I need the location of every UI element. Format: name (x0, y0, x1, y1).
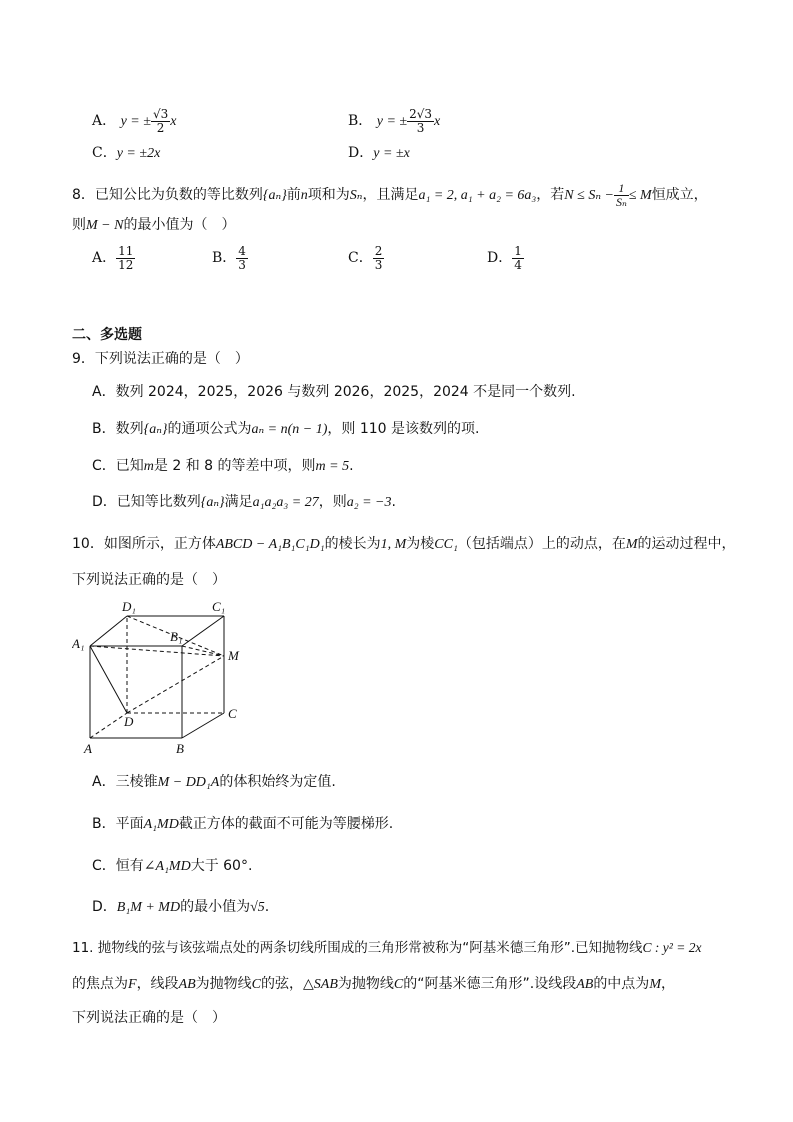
q9-option-d: D．已知等比数列{aₙ}满足a₁a₂a₃ = 27，则a₂ = −3. (92, 494, 396, 510)
cube-figure (72, 598, 252, 758)
q10-stem-line1: 10．如图所示，正方体ABCD − A₁B₁C₁D₁的棱长为1, M为棱CC₁（包括端点）上的动点，在M的运动过程中， (72, 536, 736, 552)
edge-BC (182, 713, 224, 738)
label-A: A (84, 741, 92, 756)
q9-option-b: B．数列{aₙ}的通项公式为aₙ = n(n − 1)，则 110 是该数列的项. (92, 421, 480, 437)
segment-DM (127, 656, 224, 713)
label-A1: A₁ (72, 636, 85, 651)
q10-option-a: A．三棱锥M − DD₁A的体积始终为定值. (92, 774, 336, 790)
label-D1: D₁ (122, 599, 136, 614)
q10-stem-line2: 下列说法正确的是（ ） (72, 572, 226, 588)
q7-option-b: B． y = ± $\frac{2√3}{3}$ x (348, 107, 441, 135)
hidden-edge-AD (90, 713, 127, 738)
q8-option-c: C． $\frac{2}{3}$ (348, 244, 383, 272)
q11-stem-line3: 下列说法正确的是（ ） (72, 1010, 226, 1026)
segment-A1D (90, 646, 127, 713)
q10-option-b: B．平面A₁MD截正方体的截面不可能为等腰梯形. (92, 816, 394, 832)
q10-option-c: C．恒有∠A₁MD大于 60°. (92, 858, 253, 874)
q8-option-a: A． $\frac{11}{12}$ (92, 244, 134, 272)
q9-option-c: C．已知m是 2 和 8 的等差中项，则m = 5. (92, 458, 354, 474)
q7-option-a: A． y = ± $\frac{√3}{2}$ x (92, 107, 177, 135)
q8-stem-line1: 8．已知公比为负数的等比数列{aₙ}前n项和为Sₙ，且满足a₁ = 2, a₁ + a₂ = 6a₃，若N ≤ Sₙ − $\frac{1}{\text{Sₙ}}$ ≤ M恒成立， (72, 181, 708, 209)
label-D: D (124, 714, 134, 729)
label-C1: C₁ (212, 599, 226, 614)
q8-option-b: B． $\frac{4}{3}$ (212, 244, 246, 272)
label-M: M (228, 648, 239, 663)
q11-stem-line1: 11. 抛物线的弦与该弦端点处的两条切线所围成的三角形常被称为“阿基米德三角形”.已知抛物线C : y² = 2x (72, 940, 702, 956)
q9-stem: 9．下列说法正确的是（ ） (72, 351, 249, 367)
q7-option-d: D．y = ±x (348, 145, 410, 161)
label-B1: B₁ (170, 629, 183, 644)
section-title: 二、多选题 (72, 327, 142, 343)
q8-stem-line2: 则M − N的最小值为（ ） (72, 217, 236, 233)
q11-stem-line2: 的焦点为F，线段AB为抛物线C的弦，△SAB为抛物线C的“阿基米德三角形”.设线段AB的中点为M， (72, 976, 675, 992)
q8-option-d: D． $\frac{1}{4}$ (487, 244, 522, 272)
edge-A1D1 (90, 616, 127, 646)
label-C: C (228, 706, 237, 721)
q7-option-c: C．y = ±2x (92, 145, 161, 161)
label-B: B (176, 741, 184, 756)
q9-option-a: A．数列 2024，2025，2026 与数列 2026，2025，2024 不是同一个数列. (92, 384, 576, 400)
q10-option-d: D．B₁M + MD的最小值为√5. (92, 899, 270, 915)
